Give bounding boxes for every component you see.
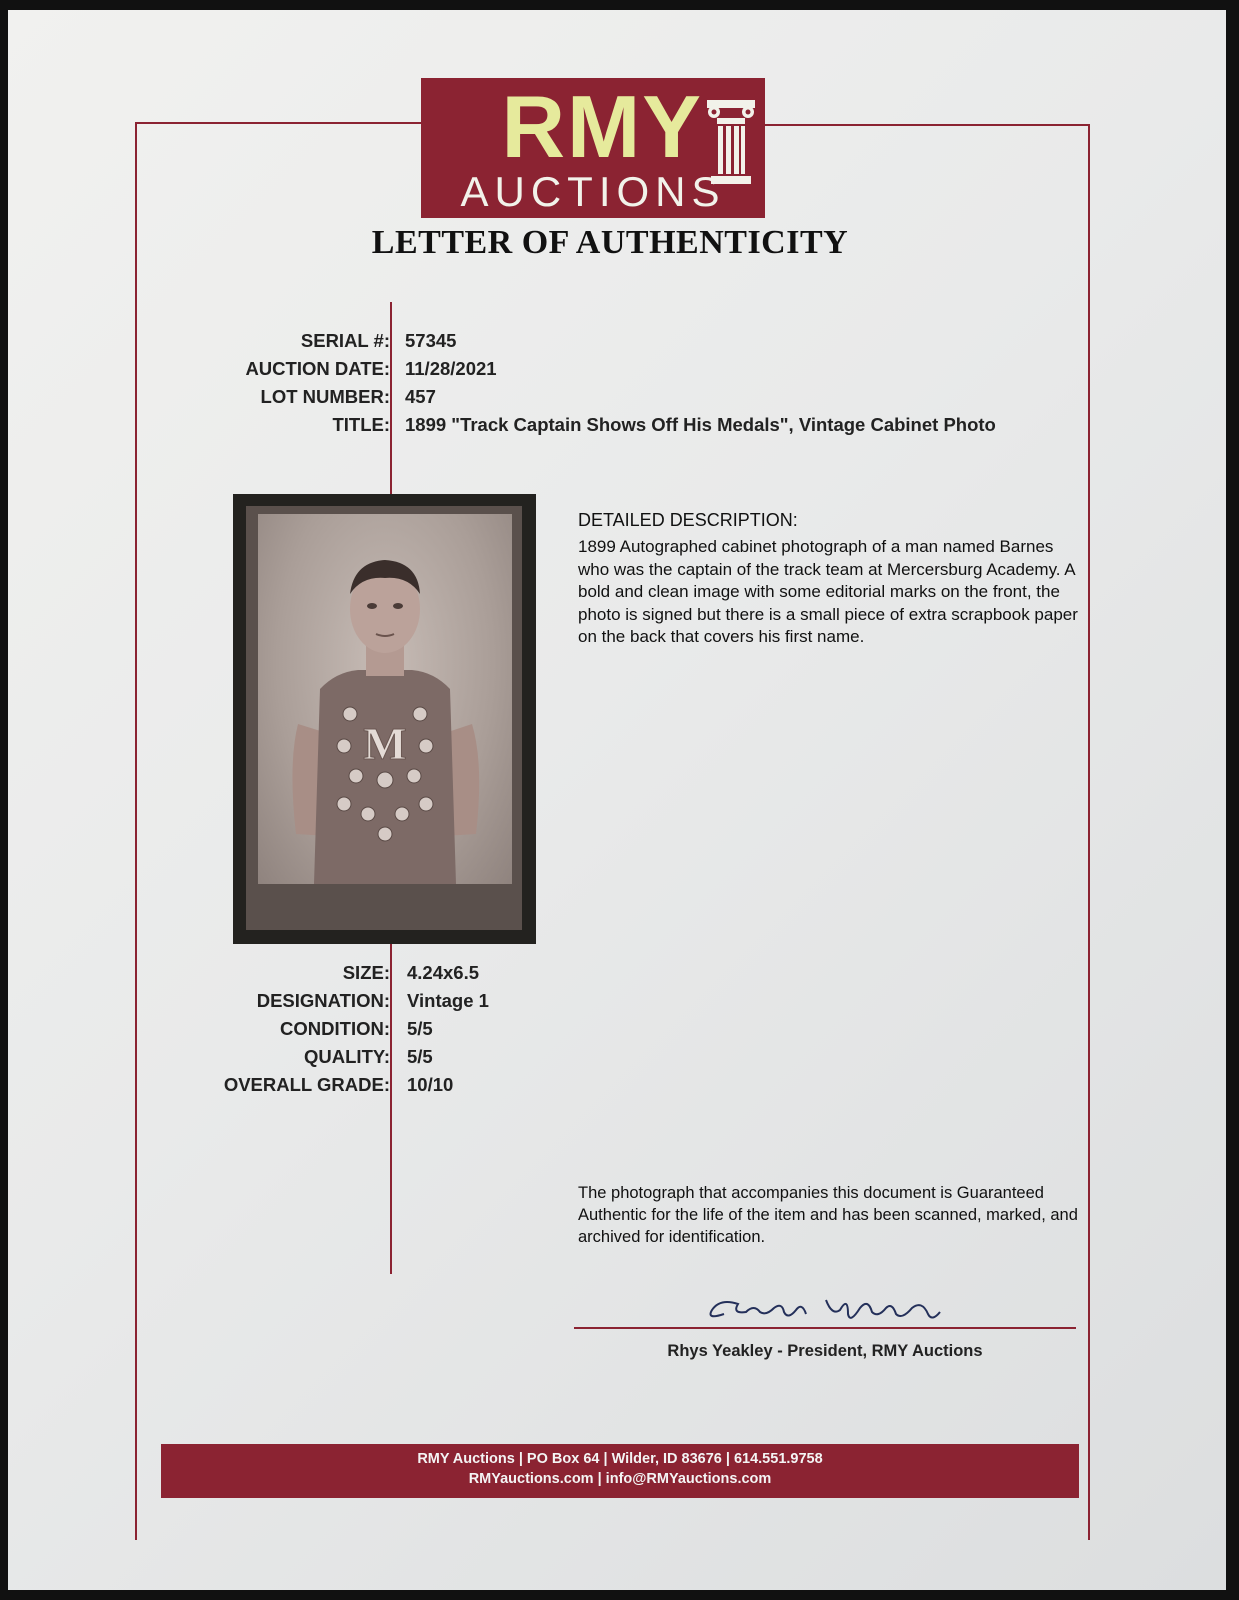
logo-secondary-text: AUCTIONS [460, 168, 726, 215]
designation-value: Vintage 1 [407, 990, 489, 1011]
logo-primary-text: RMY [501, 77, 703, 176]
description-heading: DETAILED DESCRIPTION: [578, 510, 798, 530]
quality-value: 5/5 [407, 1046, 433, 1067]
guarantee-statement: The photograph that accompanies this document is Guaranteed Authentic for the life of the item and has been scanned, marked, and archived for identification. [578, 1184, 1078, 1246]
size-value: 4.24x6.5 [407, 962, 480, 983]
svg-text:M: M [363, 718, 407, 769]
item-photograph [233, 494, 536, 944]
overall-grade-value: 10/10 [407, 1074, 454, 1095]
overall-grade-label: OVERALL GRADE: [223, 1074, 390, 1095]
quality-label: QUALITY: [304, 1046, 390, 1067]
frame-top-left [135, 122, 421, 124]
condition-value: 5/5 [407, 1018, 433, 1039]
frame-top-right [765, 124, 1090, 126]
signature-line [574, 1327, 1076, 1329]
footer-web-email: RMYauctions.com | info@RMYauctions.com [468, 1471, 772, 1487]
description-body: 1899 Autographed cabinet photograph of a man named Barnes who was the captain of the track team at Mercersburg Academy. A bold and clean image with some editorial marks on the front, the photo is signed but there is a small piece of extra scrapbook paper on the back that covers his first name. [578, 537, 1078, 646]
designation-label: DESIGNATION: [256, 990, 390, 1011]
title-label: TITLE: [332, 414, 390, 435]
signer-name: Rhys Yeakley - President, RMY Auctions [667, 1342, 983, 1360]
lot-number-label: LOT NUMBER: [260, 386, 390, 407]
auction-date-value: 11/28/2021 [405, 358, 497, 379]
document-title: LETTER OF AUTHENTICITY [371, 224, 849, 261]
footer-contact: RMY Auctions | PO Box 64 | Wilder, ID 83676 | 614.551.9758 [417, 1451, 823, 1467]
serial-value: 57345 [405, 330, 457, 351]
rmy-logo [421, 78, 765, 218]
athlete-portrait [258, 514, 512, 884]
handwritten-signature [702, 1290, 952, 1330]
auction-date-label: AUCTION DATE: [245, 358, 390, 379]
lot-number-value: 457 [405, 386, 436, 407]
size-label: SIZE: [342, 962, 390, 983]
title-value: 1899 "Track Captain Shows Off His Medals", Vintage Cabinet Photo [405, 414, 996, 435]
condition-label: CONDITION: [280, 1018, 390, 1039]
photo-print [258, 514, 512, 884]
footer-banner [161, 1444, 1079, 1498]
frame-right [1088, 124, 1090, 1540]
cabinet-card [246, 506, 522, 930]
serial-label: SERIAL #: [300, 330, 390, 351]
